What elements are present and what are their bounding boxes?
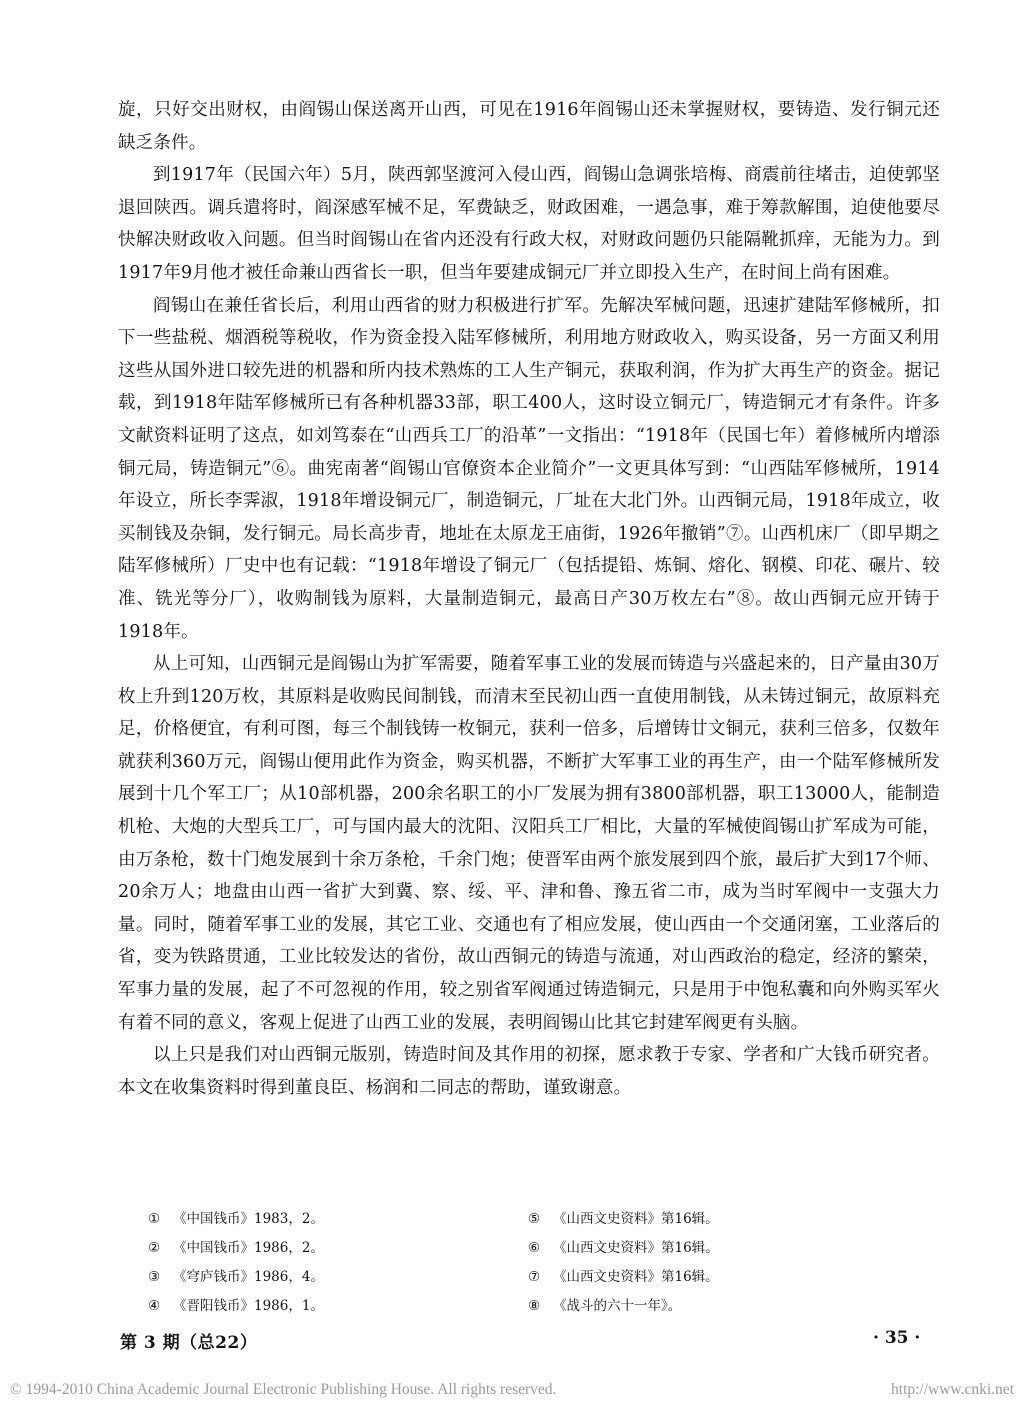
- footnote: [525, 1207, 765, 1231]
- copyright-watermark: [10, 1381, 1014, 1399]
- footnote-text: 《战斗的六十一年》。: [553, 1298, 682, 1314]
- page-number: · 35 ·: [873, 1328, 921, 1348]
- footnote-mark: ⑧: [527, 1298, 541, 1314]
- footnote-text: 《中国钱币》1986，2。: [173, 1240, 324, 1256]
- issue-label: 第 3 期（总22）: [120, 1333, 258, 1353]
- footnote: [145, 1207, 525, 1231]
- footnote-text: 《山西文史资料》第16辑。: [553, 1269, 719, 1285]
- paragraph: 到1917年（民国六年）5月，陕西郭坚渡河入侵山西，阎锡山急调张培梅、商震前往堵击，迫使郭坚退回陕西。调兵遣将时，阎深感军械不足，军费缺乏，财政困难，一遇急事，难于筹款解围，迫使他要尽快解决财政收入问题。但当时阎锡山在省内还没有行政大权，对财政问题仍只能隔靴抓痒，无能为力。到1917年9月他才被任命兼山西省长一职，但当年要建成铜元厂并立即投入生产，在时间上尚有困难。: [118, 165, 940, 283]
- paragraph-conclusion: 以上只是我们对山西铜元版别，铸造时间及其作用的初探，愿求教于专家、学者和广大钱币研究者。本文在收集资料时得到董良臣、杨润和二同志的帮助，谨致谢意。: [118, 1045, 940, 1098]
- footnote-text: 《中国钱币》1983，2。: [173, 1211, 324, 1227]
- footnote: [145, 1236, 525, 1260]
- paragraph: 阎锡山在兼任省长后，利用山西省的财力积极进行扩军。先解决军械问题，迅速扩建陆军修械所，扣下一些盐税、烟酒税等税收，作为资金投入陆军修械所，利用地方财政收入，购买设备，另一方面又利用这些从国外进口较先进的机器和所内技术熟炼的工人生产铜元，获取利润，作为扩大再生产的资金。据记载，到1918年陆军修械所已有各种机器33部，职工400人，这时设立铜元厂，铸造铜元才有条件。许多文献资料证明了这点，如刘笃泰在“山西兵工厂的沿革”一文指出：“1918年（民国七年）着修械所内增添铜元局，铸造铜元”⑥。曲宪南著“阎锡山官僚资本企业简介”一文更具体写到：“山西陆军修械所，1914年设立，所长李霁淑，1918年增设铜元厂，制造铜元，厂址在大北门外。山西铜元局，1918年成立，收买制钱及杂铜，发行铜元。局长高步青，地址在太原龙王庙街，1926年撤销”⑦。山西机床厂（即早期之陆军修械所）厂史中也有记载：“1918年增设了铜元厂（包括提铅、炼铜、熔化、钢模、印花、碾片、较准、铣光等分厂），收购制钱为原料，大量制造铜元，最高日产30万枚左右”⑧。故山西铜元应开铸于1918年。: [118, 295, 940, 642]
- paragraph-continuation: 旋，只好交出财权，由阎锡山保送离开山西，可见在1916年阎锡山还未掌握财权，要铸造、发行铜元还缺乏条件。: [118, 100, 940, 153]
- footnote: [525, 1236, 765, 1260]
- footnote-text: 《山西文史资料》第16辑。: [553, 1240, 719, 1256]
- footnote-mark: ⑦: [527, 1269, 541, 1285]
- cnki-url: http://www.cnki.net: [891, 1381, 1014, 1398]
- footnote-text: 《穹庐钱币》1986，4。: [173, 1269, 324, 1285]
- footnote-mark: ⑤: [527, 1211, 541, 1227]
- footnotes: [145, 1207, 765, 1318]
- footnote: [145, 1294, 525, 1318]
- footnote-mark: ④: [147, 1298, 161, 1314]
- footnote: [525, 1294, 765, 1318]
- paragraph: 从上可知，山西铜元是阎锡山为扩军需要，随着军事工业的发展而铸造与兴盛起来的，日产量由30万枚上升到120万枚，其原料是收购民间制钱，而清末至民初山西一直使用制钱，从未铸过铜元，故原料充足，价格便宜，有利可图，每三个制钱铸一枚铜元，获利一倍多，后增铸廿文铜元，获利三倍多，仅数年就获利360万元，阎锡山便用此作为资金，购买机器，不断扩大军事工业的再生产，由一个陆军修械所发展到十几个军工厂；从10部机器，200余名职工的小厂发展为拥有3800部机器，职工13000人，能制造机枪、大炮的大型兵工厂，可与国内最大的沈阳、汉阳兵工厂相比，大量的军械使阎锡山扩军成为可能，由万条枪，数十门炮发展到十余万条枪，千余门炮；使晋军由两个旅发展到四个旅，最后扩大到17个师、20余万人；地盘由山西一省扩大到冀、察、绥、平、津和鲁、豫五省二市，成为当时军阀中一支强大力量。同时，随着军事工业的发展，其它工业、交通也有了相应发展，使山西由一个交通闭塞，工业落后的省，变为铁路贯通，工业比较发达的省份，故山西铜元的铸造与流通，对山西政治的稳定，经济的繁荣，军事力量的发展，起了不可忽视的作用，较之别省军阀通过铸造铜元，只是用于中饱私囊和向外购买军火有着不同的意义，客观上促进了山西工业的发展，表明阎锡山比其它封建军阀更有头脑。: [118, 654, 940, 1033]
- footnote-mark: ③: [147, 1269, 161, 1285]
- footnote-mark: ②: [147, 1240, 161, 1256]
- article-body: [118, 94, 940, 1104]
- footnote-mark: ⑥: [527, 1240, 541, 1256]
- footnote-text: 《晋阳钱币》1986，1。: [173, 1298, 324, 1314]
- footnote-mark: ①: [147, 1211, 161, 1227]
- footnote: [145, 1265, 525, 1289]
- footnote: [525, 1265, 765, 1289]
- footnote-text: 《山西文史资料》第16辑。: [553, 1211, 719, 1227]
- copyright-text: © 1994-2010 China Academic Journal Electronic Publishing House. All rights reserved.: [10, 1381, 557, 1398]
